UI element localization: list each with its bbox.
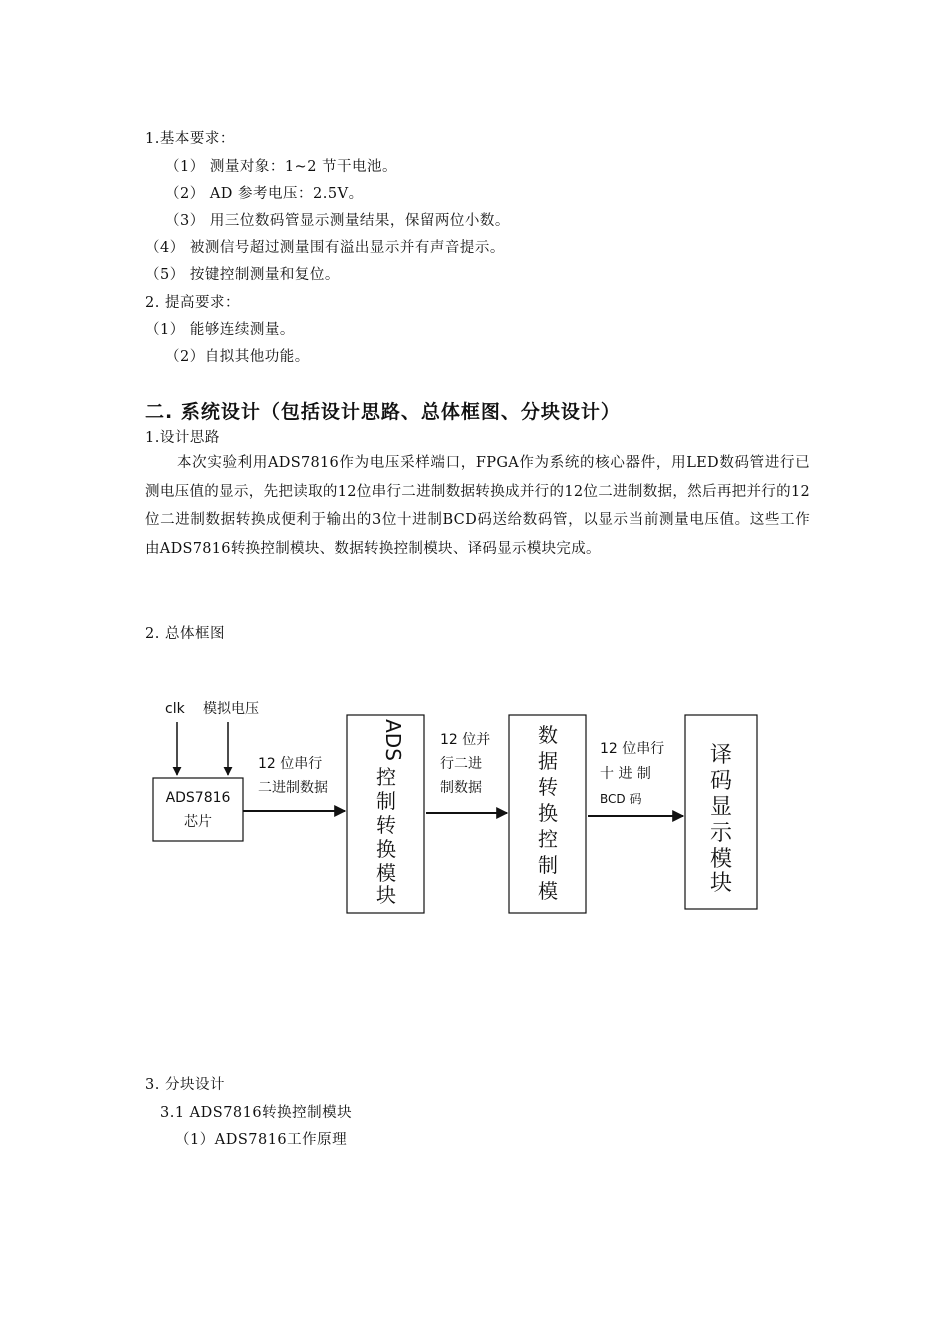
block1-char: 换 bbox=[376, 837, 396, 861]
block2-char: 换 bbox=[538, 801, 558, 825]
advanced-item-1: （1） 能够连续测量。 bbox=[145, 322, 295, 338]
bcd-label-1: 12 位串行 bbox=[600, 741, 665, 757]
block2-char: 转 bbox=[538, 775, 558, 799]
block1-char: 控 bbox=[376, 765, 396, 789]
block1-char: 块 bbox=[376, 883, 396, 907]
ads-principle-item: （1）ADS7816工作原理 bbox=[175, 1132, 348, 1148]
ads7816-chip-box bbox=[153, 778, 243, 841]
block2-char: 据 bbox=[538, 749, 558, 773]
parallel-label-1: 12 位并 bbox=[440, 732, 491, 748]
basic-item-4: （4） 被测信号超过测量围有溢出显示并有声音提示。 bbox=[145, 240, 505, 256]
chip-label-1: ADS7816 bbox=[165, 790, 231, 806]
block-design-heading: 3. 分块设计 bbox=[145, 1077, 225, 1093]
basic-item-5: （5） 按键控制测量和复位。 bbox=[145, 267, 340, 283]
block3-char: 译 bbox=[709, 743, 733, 768]
block-diagram-heading: 2. 总体框图 bbox=[145, 626, 225, 642]
block3-char: 模 bbox=[709, 847, 733, 872]
input-clk-label: clk bbox=[165, 701, 185, 717]
block1-char-ads: ADS bbox=[381, 719, 405, 761]
block2-char: 控 bbox=[538, 827, 558, 851]
serial-label-2: 二进制数据 bbox=[258, 780, 328, 796]
input-voltage-label: 模拟电压 bbox=[203, 701, 259, 717]
design-idea-heading: 1.设计思路 bbox=[145, 430, 220, 446]
section-system-design-title: 二. 系统设计（包括设计思路、总体框图、分块设计） bbox=[145, 401, 621, 423]
basic-item-1: （1） 测量对象：1~2 节干电池。 bbox=[165, 159, 398, 175]
block1-char: 转 bbox=[376, 813, 396, 837]
block3-char: 示 bbox=[709, 821, 733, 846]
block3-char: 块 bbox=[709, 871, 733, 896]
parallel-label-2: 行二进 bbox=[440, 756, 482, 772]
bcd-label-3: BCD 码 bbox=[600, 792, 642, 806]
block2-char: 模 bbox=[538, 879, 558, 903]
block1-char: 制 bbox=[376, 789, 396, 813]
basic-item-2: （2） AD 参考电压：2.5V。 bbox=[165, 186, 364, 202]
advanced-requirements-heading: 2. 提高要求： bbox=[145, 295, 240, 311]
system-block-diagram bbox=[140, 680, 780, 930]
block3-char: 码 bbox=[709, 769, 733, 794]
serial-label-1: 12 位串行 bbox=[258, 756, 323, 772]
chip-label-2: 芯片 bbox=[184, 814, 212, 830]
block3-char: 显 bbox=[709, 795, 733, 820]
block2-char: 数 bbox=[538, 723, 558, 747]
bcd-label-2: 十 进 制 bbox=[600, 766, 651, 782]
basic-item-3: （3） 用三位数码管显示测量结果，保留两位小数。 bbox=[165, 213, 510, 229]
parallel-label-3: 制数据 bbox=[440, 780, 482, 796]
basic-requirements-heading: 1.基本要求： bbox=[145, 131, 235, 147]
design-idea-paragraph: 本次实验利用ADS7816作为电压采样端口，FPGA作为系统的核心器件，用LED数码管进行已测电压值的显示，先把读取的12位串行二进制数据转换成并行的12位二进制数据，然后再把并行的12位二进制数据转换成便利于输出的3位十进制BCD码送给数码管，以显示当前测量电压值。这些工作由ADS7816转换控制模块、数据转换控制模块、译码显示模块完成。 bbox=[145, 455, 810, 557]
block1-char: 模 bbox=[376, 861, 396, 885]
block2-char: 制 bbox=[538, 853, 558, 877]
ads-module-subheading: 3.1 ADS7816转换控制模块 bbox=[160, 1105, 353, 1121]
advanced-item-2: （2）自拟其他功能。 bbox=[165, 349, 310, 365]
